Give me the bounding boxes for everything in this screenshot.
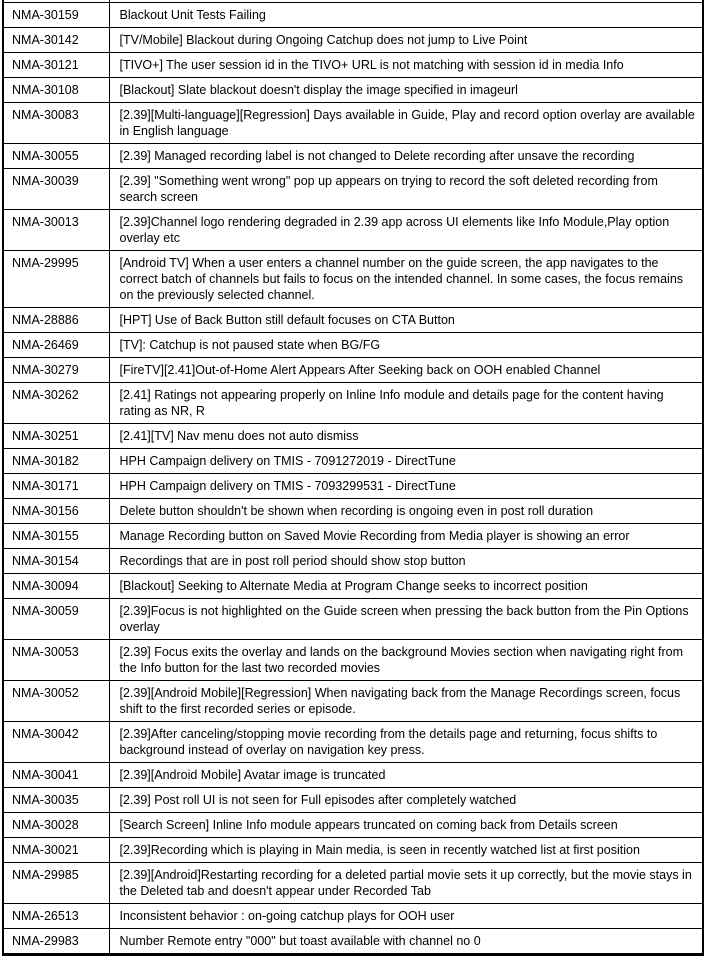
- issue-summary-cell: [2.39]Focus is not highlighted on the Guide screen when pressing the back button from the Pin Options overlay: [109, 599, 703, 640]
- issue-summary-cell: [FireTV][2.41]Out-of-Home Alert Appears After Seeking back on OOH enabled Channel: [109, 358, 703, 383]
- table-row: [3, 103, 703, 144]
- issue-summary-cell: [2.39][Android Mobile] Avatar image is truncated: [109, 763, 703, 788]
- issue-summary-cell: [TIVO+] The user session id in the TIVO+ URL is not matching with session id in media Info: [109, 53, 703, 78]
- issue-summary-cell: [2.39]After canceling/stopping movie recording from the details page and returning, focus shifts to background instead of overlay on navigation key press.: [109, 722, 703, 763]
- issue-summary-cell: [2.39] Post roll UI is not seen for Full episodes after completely watched: [109, 788, 703, 813]
- issue-summary-cell: [2.39][Multi-language][Regression] Days available in Guide, Play and record option overlay are available in English language: [109, 103, 703, 144]
- issue-summary-cell: HPH Campaign delivery on TMIS - 7093299531 - DirectTune: [109, 474, 703, 499]
- table-row: [3, 813, 703, 838]
- issue-id-cell: NMA-26469: [3, 333, 109, 358]
- issue-summary-cell: [2.39]Recording which is playing in Main media, is seen in recently watched list at first position: [109, 838, 703, 863]
- issue-summary-cell: [Search Screen] Inline Info module appears truncated on coming back from Details screen: [109, 813, 703, 838]
- issue-summary-cell: [Android TV] When a user enters a channel number on the guide screen, the app navigates to the correct batch of channels but fails to focus on the intended channel. In some cases, the focus remains on the previously selected channel.: [109, 251, 703, 308]
- table-row: [3, 28, 703, 53]
- table-row: [3, 210, 703, 251]
- table-row: [3, 383, 703, 424]
- issue-summary-cell: [2.39]Channel logo rendering degraded in 2.39 app across UI elements like Info Module,Play option overlay etc: [109, 210, 703, 251]
- table-row: [3, 78, 703, 103]
- issue-id-cell: NMA-29995: [3, 251, 109, 308]
- issue-summary-cell: Inconsistent behavior : on-going catchup plays for OOH user: [109, 904, 703, 929]
- issue-id-cell: NMA-30094: [3, 574, 109, 599]
- table-row: [3, 358, 703, 383]
- issue-id-cell: NMA-26513: [3, 904, 109, 929]
- table-row: [3, 424, 703, 449]
- issue-id-cell: NMA-30142: [3, 28, 109, 53]
- issue-id-cell: NMA-30083: [3, 103, 109, 144]
- issue-summary-cell: Recordings that are in post roll period should show stop button: [109, 549, 703, 574]
- issue-id-cell: NMA-30108: [3, 78, 109, 103]
- issue-summary-cell: [HPT] Use of Back Button still default focuses on CTA Button: [109, 308, 703, 333]
- issue-summary-cell: [2.39][Android]Restarting recording for a deleted partial movie sets it up correctly, but the movie stays in the Deleted tab and doesn't appear under Recorded Tab: [109, 863, 703, 904]
- issue-id-cell: NMA-30121: [3, 53, 109, 78]
- issue-id-cell: NMA-28886: [3, 308, 109, 333]
- issue-summary-cell: [Blackout] Seeking to Alternate Media at Program Change seeks to incorrect position: [109, 574, 703, 599]
- table-row: [3, 549, 703, 574]
- issue-id-cell: NMA-29985: [3, 863, 109, 904]
- table-row: [3, 863, 703, 904]
- issue-id-cell: NMA-30059: [3, 599, 109, 640]
- issue-id-cell: NMA-30171: [3, 474, 109, 499]
- issue-summary-cell: Manage Recording button on Saved Movie Recording from Media player is showing an error: [109, 524, 703, 549]
- table-row: [3, 3, 703, 28]
- table-row: [3, 53, 703, 78]
- issue-summary-cell: [2.39] "Something went wrong" pop up appears on trying to record the soft deleted recording from search screen: [109, 169, 703, 210]
- table-row: [3, 333, 703, 358]
- table-row: [3, 308, 703, 333]
- issue-summary-cell: HPH Campaign delivery on TMIS - 7091272019 - DirectTune: [109, 449, 703, 474]
- table-row: [3, 640, 703, 681]
- issue-summary-cell: [TV]: Catchup is not paused state when BG/FG: [109, 333, 703, 358]
- issue-summary-cell: Blackout Unit Tests Failing: [109, 3, 703, 28]
- issue-summary-cell: Number Remote entry "000" but toast available with channel no 0: [109, 929, 703, 955]
- issue-id-cell: NMA-30042: [3, 722, 109, 763]
- table-row: [3, 524, 703, 549]
- table-row: [3, 449, 703, 474]
- table-row: [3, 904, 703, 929]
- issue-summary-cell: [2.41] Ratings not appearing properly on Inline Info module and details page for the content having rating as NR, R: [109, 383, 703, 424]
- table-row: [3, 722, 703, 763]
- issue-id-cell: NMA-30182: [3, 449, 109, 474]
- issue-id-cell: NMA-30156: [3, 499, 109, 524]
- issue-id-cell: NMA-30279: [3, 358, 109, 383]
- table-row: [3, 499, 703, 524]
- table-row: [3, 929, 703, 955]
- issue-id-cell: NMA-29983: [3, 929, 109, 955]
- issue-summary-cell: Delete button shouldn't be shown when recording is ongoing even in post roll duration: [109, 499, 703, 524]
- table-row: [3, 599, 703, 640]
- table-row: [3, 144, 703, 169]
- issue-id-cell: NMA-30041: [3, 763, 109, 788]
- issues-table-body: [3, 0, 703, 955]
- table-row: [3, 251, 703, 308]
- issue-id-cell: NMA-30251: [3, 424, 109, 449]
- issue-id-cell: NMA-30155: [3, 524, 109, 549]
- table-row: [3, 788, 703, 813]
- issue-id-cell: NMA-30013: [3, 210, 109, 251]
- issue-id-cell: NMA-30039: [3, 169, 109, 210]
- issue-summary-cell: [2.41][TV] Nav menu does not auto dismiss: [109, 424, 703, 449]
- issue-summary-cell: [2.39] Focus exits the overlay and lands on the background Movies section when navigating right from the Info button for the last two recorded movies: [109, 640, 703, 681]
- issue-summary-cell: [TV/Mobile] Blackout during Ongoing Catchup does not jump to Live Point: [109, 28, 703, 53]
- issue-id-cell: NMA-30154: [3, 549, 109, 574]
- issue-id-cell: NMA-30159: [3, 3, 109, 28]
- table-row: [3, 169, 703, 210]
- issue-summary-cell: [2.39][Android Mobile][Regression] When navigating back from the Manage Recordings screen, focus shift to the first recorded series or episode.: [109, 681, 703, 722]
- issue-id-cell: NMA-30055: [3, 144, 109, 169]
- table-row: [3, 474, 703, 499]
- table-row: [3, 681, 703, 722]
- table-row: [3, 763, 703, 788]
- issues-table: [2, 0, 704, 956]
- table-row: [3, 574, 703, 599]
- issue-id-cell: NMA-30035: [3, 788, 109, 813]
- issue-summary-cell: [Blackout] Slate blackout doesn't display the image specified in imageurl: [109, 78, 703, 103]
- issue-id-cell: NMA-30052: [3, 681, 109, 722]
- issue-id-cell: NMA-30053: [3, 640, 109, 681]
- issue-id-cell: NMA-30028: [3, 813, 109, 838]
- issue-id-cell: NMA-30021: [3, 838, 109, 863]
- table-row: [3, 838, 703, 863]
- issue-summary-cell: [2.39] Managed recording label is not changed to Delete recording after unsave the recording: [109, 144, 703, 169]
- issue-id-cell: NMA-30262: [3, 383, 109, 424]
